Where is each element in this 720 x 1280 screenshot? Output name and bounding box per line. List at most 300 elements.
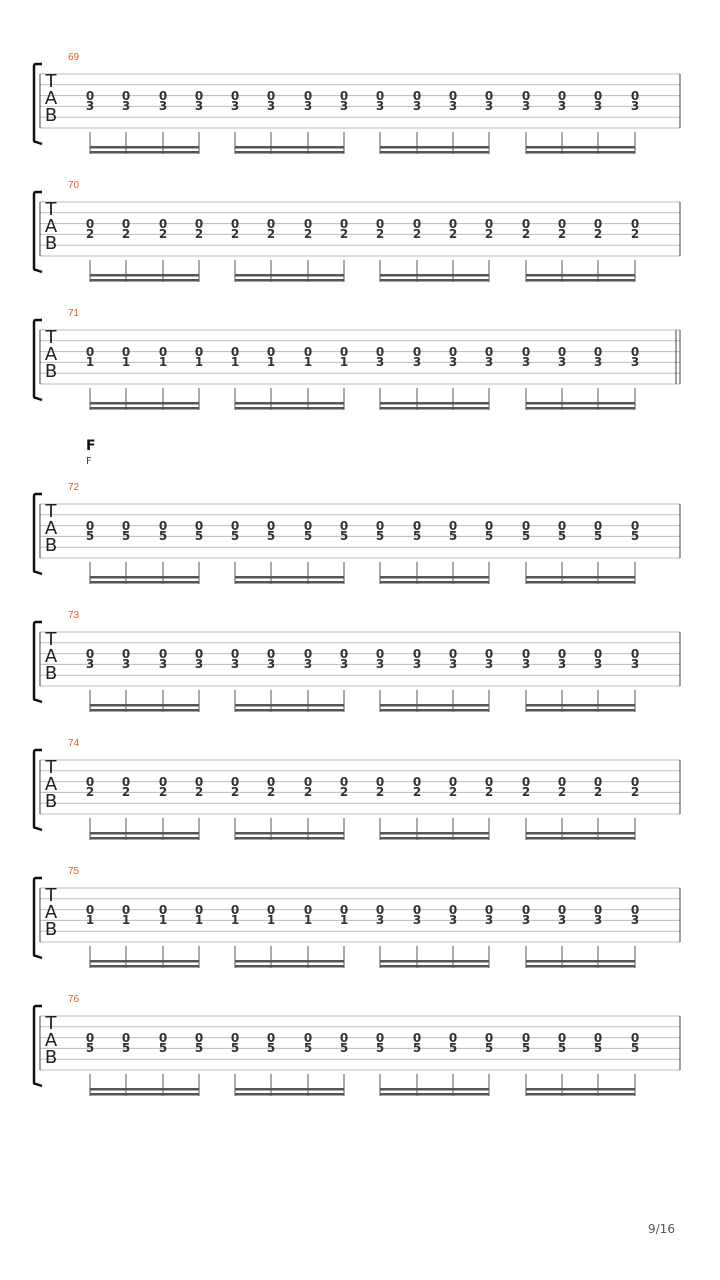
fret-number: 0: [412, 344, 422, 359]
fret-number: 2: [158, 785, 168, 800]
fret-number: 0: [266, 216, 276, 231]
fret-number: 0: [194, 646, 204, 661]
fret-number: 0: [557, 518, 567, 533]
fret-number: 0: [557, 344, 567, 359]
fret-number: 3: [521, 355, 531, 370]
fret-number: 0: [266, 646, 276, 661]
fret-number: 5: [158, 529, 168, 544]
fret-number: 0: [266, 1030, 276, 1045]
fret-number: 2: [630, 227, 640, 242]
fret-number: 3: [375, 355, 385, 370]
fret-number: 0: [593, 344, 603, 359]
beam: [235, 402, 344, 405]
fret-number: 3: [557, 99, 567, 114]
beam: [90, 832, 199, 835]
fret-number: 0: [557, 1030, 567, 1045]
tab-clef-letter: T: [45, 199, 57, 220]
fret-number: 0: [339, 646, 349, 661]
fret-number: 3: [448, 99, 458, 114]
beam: [380, 279, 489, 282]
fret-number: 0: [339, 88, 349, 103]
beam: [90, 146, 199, 149]
fret-number: 0: [85, 344, 95, 359]
fret-number: 0: [158, 646, 168, 661]
measure-number: 75: [68, 866, 80, 877]
fret-number: 0: [339, 902, 349, 917]
fret-number: 0: [303, 88, 313, 103]
fret-number: 0: [339, 518, 349, 533]
beam: [90, 1093, 199, 1096]
tab-system: [0, 610, 720, 720]
fret-number: 0: [630, 518, 640, 533]
system-bracket: [34, 494, 42, 574]
fret-number: 3: [266, 99, 276, 114]
fret-number: 0: [121, 216, 131, 231]
fret-number: 0: [375, 1030, 385, 1045]
beam: [526, 576, 635, 579]
beam: [526, 151, 635, 154]
fret-number: 0: [412, 902, 422, 917]
fret-number: 5: [230, 1041, 240, 1056]
fret-number: 1: [303, 913, 313, 928]
fret-number: 3: [557, 657, 567, 672]
fret-number: 0: [484, 902, 494, 917]
beam: [526, 407, 635, 410]
fret-number: 3: [630, 913, 640, 928]
measure-number: 70: [68, 180, 80, 191]
staff-graphics: [0, 738, 720, 848]
fret-number: 0: [521, 518, 531, 533]
beam: [380, 960, 489, 963]
fret-number: 0: [484, 1030, 494, 1045]
beam: [235, 576, 344, 579]
fret-number: 0: [158, 88, 168, 103]
tab-clef-letter: B: [44, 663, 58, 684]
fret-number: 3: [484, 355, 494, 370]
fret-number: 0: [85, 646, 95, 661]
staff-graphics: [0, 482, 720, 592]
fret-number: 0: [230, 344, 240, 359]
fret-number: 1: [121, 913, 131, 928]
fret-number: 3: [339, 657, 349, 672]
fret-number: 0: [630, 1030, 640, 1045]
fret-number: 3: [412, 355, 422, 370]
measure-number: 71: [68, 308, 80, 319]
fret-number: 3: [630, 99, 640, 114]
fret-number: 0: [557, 646, 567, 661]
beam: [235, 965, 344, 968]
staff-graphics: [0, 866, 720, 976]
fret-number: 0: [412, 88, 422, 103]
beam: [235, 704, 344, 707]
fret-number: 0: [412, 1030, 422, 1045]
fret-number: 5: [630, 1041, 640, 1056]
fret-number: 0: [266, 88, 276, 103]
fret-number: 0: [412, 646, 422, 661]
fret-number: 5: [339, 1041, 349, 1056]
fret-number: 3: [593, 913, 603, 928]
fret-number: 1: [339, 913, 349, 928]
fret-number: 3: [448, 913, 458, 928]
fret-number: 3: [593, 657, 603, 672]
fret-number: 0: [375, 216, 385, 231]
fret-number: 0: [85, 1030, 95, 1045]
fret-number: 0: [230, 518, 240, 533]
fret-number: 5: [521, 1041, 531, 1056]
fret-number: 5: [194, 1041, 204, 1056]
fret-number: 0: [303, 1030, 313, 1045]
fret-number: 0: [448, 774, 458, 789]
fret-number: 0: [121, 646, 131, 661]
fret-number: 5: [339, 529, 349, 544]
beam: [526, 837, 635, 840]
beam: [235, 832, 344, 835]
fret-number: 5: [412, 1041, 422, 1056]
beam: [90, 1088, 199, 1091]
fret-number: 1: [158, 355, 168, 370]
fret-number: 0: [484, 344, 494, 359]
fret-number: 2: [630, 785, 640, 800]
fret-number: 0: [521, 216, 531, 231]
beam: [380, 709, 489, 712]
fret-number: 1: [158, 913, 168, 928]
fret-number: 0: [593, 646, 603, 661]
fret-number: 5: [85, 1041, 95, 1056]
fret-number: 0: [521, 902, 531, 917]
tab-clef-letter: T: [45, 885, 57, 906]
tab-system: [0, 994, 720, 1104]
fret-number: 3: [521, 913, 531, 928]
beam: [90, 965, 199, 968]
fret-number: 0: [230, 88, 240, 103]
fret-number: 3: [593, 99, 603, 114]
fret-number: 0: [630, 88, 640, 103]
fret-number: 0: [375, 88, 385, 103]
beam: [90, 837, 199, 840]
fret-number: 3: [557, 355, 567, 370]
system-bracket: [34, 878, 42, 958]
fret-number: 1: [194, 913, 204, 928]
fret-number: 0: [375, 646, 385, 661]
fret-number: 2: [85, 227, 95, 242]
fret-number: 2: [521, 785, 531, 800]
beam: [90, 576, 199, 579]
fret-number: 0: [230, 216, 240, 231]
tab-system: [0, 180, 720, 290]
beam: [380, 965, 489, 968]
fret-number: 1: [266, 355, 276, 370]
fret-number: 0: [484, 774, 494, 789]
fret-number: 0: [194, 518, 204, 533]
fret-number: 3: [412, 657, 422, 672]
beam: [235, 960, 344, 963]
staff-graphics: [0, 994, 720, 1104]
tab-system: [0, 52, 720, 162]
fret-number: 3: [85, 99, 95, 114]
fret-number: 3: [630, 657, 640, 672]
system-bracket: [34, 622, 42, 702]
tab-system: [0, 308, 720, 418]
fret-number: 0: [194, 774, 204, 789]
beam: [90, 960, 199, 963]
fret-number: 0: [484, 518, 494, 533]
beam: [235, 274, 344, 277]
fret-number: 2: [266, 227, 276, 242]
fret-number: 3: [375, 657, 385, 672]
fret-number: 5: [121, 1041, 131, 1056]
fret-number: 5: [266, 529, 276, 544]
fret-number: 0: [85, 88, 95, 103]
fret-number: 0: [158, 1030, 168, 1045]
beam: [380, 146, 489, 149]
fret-number: 1: [85, 355, 95, 370]
fret-number: 3: [158, 657, 168, 672]
beam: [90, 279, 199, 282]
fret-number: 0: [521, 1030, 531, 1045]
fret-number: 0: [85, 902, 95, 917]
tab-clef-letter: T: [45, 71, 57, 92]
tab-clef-letter: B: [44, 233, 58, 254]
beam: [380, 407, 489, 410]
fret-number: 2: [303, 785, 313, 800]
fret-number: 0: [593, 902, 603, 917]
fret-number: 0: [266, 902, 276, 917]
fret-number: 2: [121, 227, 131, 242]
beam: [235, 1088, 344, 1091]
fret-number: 0: [484, 646, 494, 661]
beam: [526, 274, 635, 277]
fret-number: 0: [412, 216, 422, 231]
fret-number: 5: [375, 1041, 385, 1056]
fret-number: 2: [339, 785, 349, 800]
fret-number: 3: [593, 355, 603, 370]
measure-number: 76: [68, 994, 80, 1005]
fret-number: 0: [158, 902, 168, 917]
fret-number: 0: [303, 902, 313, 917]
beam: [526, 581, 635, 584]
beam: [90, 709, 199, 712]
beam: [526, 960, 635, 963]
fret-number: 0: [593, 518, 603, 533]
tab-clef-letter: B: [44, 1047, 58, 1068]
fret-number: 0: [593, 1030, 603, 1045]
fret-number: 0: [484, 216, 494, 231]
beam: [235, 837, 344, 840]
fret-number: 3: [121, 657, 131, 672]
beam: [90, 581, 199, 584]
tab-system: [0, 482, 720, 592]
fret-number: 3: [339, 99, 349, 114]
fret-number: 5: [484, 529, 494, 544]
tab-clef-letter: A: [44, 774, 58, 795]
fret-number: 5: [557, 529, 567, 544]
fret-number: 0: [230, 902, 240, 917]
fret-number: 3: [266, 657, 276, 672]
fret-number: 0: [339, 216, 349, 231]
fret-number: 2: [85, 785, 95, 800]
fret-number: 0: [630, 646, 640, 661]
fret-number: 1: [230, 913, 240, 928]
fret-number: 5: [375, 529, 385, 544]
fret-number: 3: [484, 657, 494, 672]
fret-number: 2: [412, 785, 422, 800]
fret-number: 2: [448, 785, 458, 800]
fret-number: 0: [303, 344, 313, 359]
fret-number: 5: [303, 529, 313, 544]
fret-number: 0: [448, 88, 458, 103]
fret-number: 0: [121, 88, 131, 103]
fret-number: 3: [557, 913, 567, 928]
tab-clef-letter: T: [45, 1013, 57, 1034]
fret-number: 3: [85, 657, 95, 672]
beam: [380, 274, 489, 277]
beam: [380, 704, 489, 707]
fret-number: 5: [448, 1041, 458, 1056]
fret-number: 2: [339, 227, 349, 242]
section-marker-subtitle: F: [86, 456, 92, 467]
measure-number: 73: [68, 610, 80, 621]
fret-number: 3: [121, 99, 131, 114]
fret-number: 3: [194, 657, 204, 672]
beam: [380, 1093, 489, 1096]
fret-number: 2: [266, 785, 276, 800]
fret-number: 2: [448, 227, 458, 242]
beam: [235, 279, 344, 282]
measure-number: 72: [68, 482, 80, 493]
beam: [235, 146, 344, 149]
measure-number: 74: [68, 738, 80, 749]
measure-number: 69: [68, 52, 80, 63]
fret-number: 2: [230, 785, 240, 800]
beam: [526, 965, 635, 968]
fret-number: 0: [194, 902, 204, 917]
fret-number: 3: [412, 913, 422, 928]
tab-clef-letter: A: [44, 88, 58, 109]
beam: [90, 402, 199, 405]
fret-number: 5: [121, 529, 131, 544]
fret-number: 0: [85, 774, 95, 789]
fret-number: 2: [303, 227, 313, 242]
fret-number: 0: [339, 774, 349, 789]
tab-system: [0, 866, 720, 976]
fret-number: 0: [448, 646, 458, 661]
beam: [526, 704, 635, 707]
beam: [90, 704, 199, 707]
fret-number: 3: [484, 99, 494, 114]
fret-number: 2: [593, 227, 603, 242]
fret-number: 2: [521, 227, 531, 242]
fret-number: 0: [158, 518, 168, 533]
fret-number: 5: [412, 529, 422, 544]
fret-number: 0: [303, 216, 313, 231]
fret-number: 0: [448, 216, 458, 231]
fret-number: 2: [557, 785, 567, 800]
fret-number: 0: [194, 344, 204, 359]
fret-number: 5: [593, 1041, 603, 1056]
fret-number: 2: [194, 785, 204, 800]
tab-clef-letter: T: [45, 757, 57, 778]
fret-number: 0: [266, 344, 276, 359]
beam: [380, 1088, 489, 1091]
fret-number: 5: [630, 529, 640, 544]
tab-clef-letter: B: [44, 535, 58, 556]
tab-clef-letter: B: [44, 105, 58, 126]
fret-number: 0: [375, 774, 385, 789]
fret-number: 0: [412, 518, 422, 533]
fret-number: 0: [375, 902, 385, 917]
beam: [380, 837, 489, 840]
fret-number: 5: [194, 529, 204, 544]
tab-clef-letter: A: [44, 216, 58, 237]
fret-number: 0: [266, 518, 276, 533]
fret-number: 3: [375, 99, 385, 114]
fret-number: 3: [194, 99, 204, 114]
beam: [526, 1088, 635, 1091]
fret-number: 0: [121, 518, 131, 533]
beam: [526, 146, 635, 149]
fret-number: 0: [557, 88, 567, 103]
fret-number: 0: [121, 1030, 131, 1045]
beam: [90, 274, 199, 277]
fret-number: 0: [339, 344, 349, 359]
beam: [380, 402, 489, 405]
fret-number: 0: [194, 88, 204, 103]
tab-clef-letter: A: [44, 344, 58, 365]
fret-number: 0: [303, 774, 313, 789]
beam: [235, 407, 344, 410]
fret-number: 1: [194, 355, 204, 370]
fret-number: 0: [303, 646, 313, 661]
fret-number: 0: [630, 774, 640, 789]
fret-number: 0: [557, 902, 567, 917]
fret-number: 0: [557, 774, 567, 789]
fret-number: 0: [412, 774, 422, 789]
fret-number: 2: [158, 227, 168, 242]
fret-number: 3: [521, 657, 531, 672]
fret-number: 0: [85, 518, 95, 533]
beam: [235, 151, 344, 154]
fret-number: 5: [303, 1041, 313, 1056]
fret-number: 3: [303, 657, 313, 672]
staff-graphics: [0, 308, 720, 418]
beam: [380, 832, 489, 835]
fret-number: 2: [230, 227, 240, 242]
fret-number: 5: [266, 1041, 276, 1056]
fret-number: 3: [412, 99, 422, 114]
fret-number: 0: [303, 518, 313, 533]
fret-number: 0: [557, 216, 567, 231]
fret-number: 0: [230, 774, 240, 789]
staff-graphics: [0, 180, 720, 290]
fret-number: 3: [303, 99, 313, 114]
tab-clef-letter: T: [45, 327, 57, 348]
fret-number: 0: [521, 88, 531, 103]
fret-number: 2: [484, 785, 494, 800]
fret-number: 5: [593, 529, 603, 544]
fret-number: 3: [230, 657, 240, 672]
fret-number: 3: [484, 913, 494, 928]
staff-graphics: [0, 610, 720, 720]
fret-number: 2: [194, 227, 204, 242]
beam: [380, 576, 489, 579]
tab-clef-letter: B: [44, 919, 58, 940]
fret-number: 0: [158, 216, 168, 231]
fret-number: 0: [194, 1030, 204, 1045]
fret-number: 2: [412, 227, 422, 242]
fret-number: 5: [484, 1041, 494, 1056]
fret-number: 3: [375, 913, 385, 928]
beam: [526, 1093, 635, 1096]
